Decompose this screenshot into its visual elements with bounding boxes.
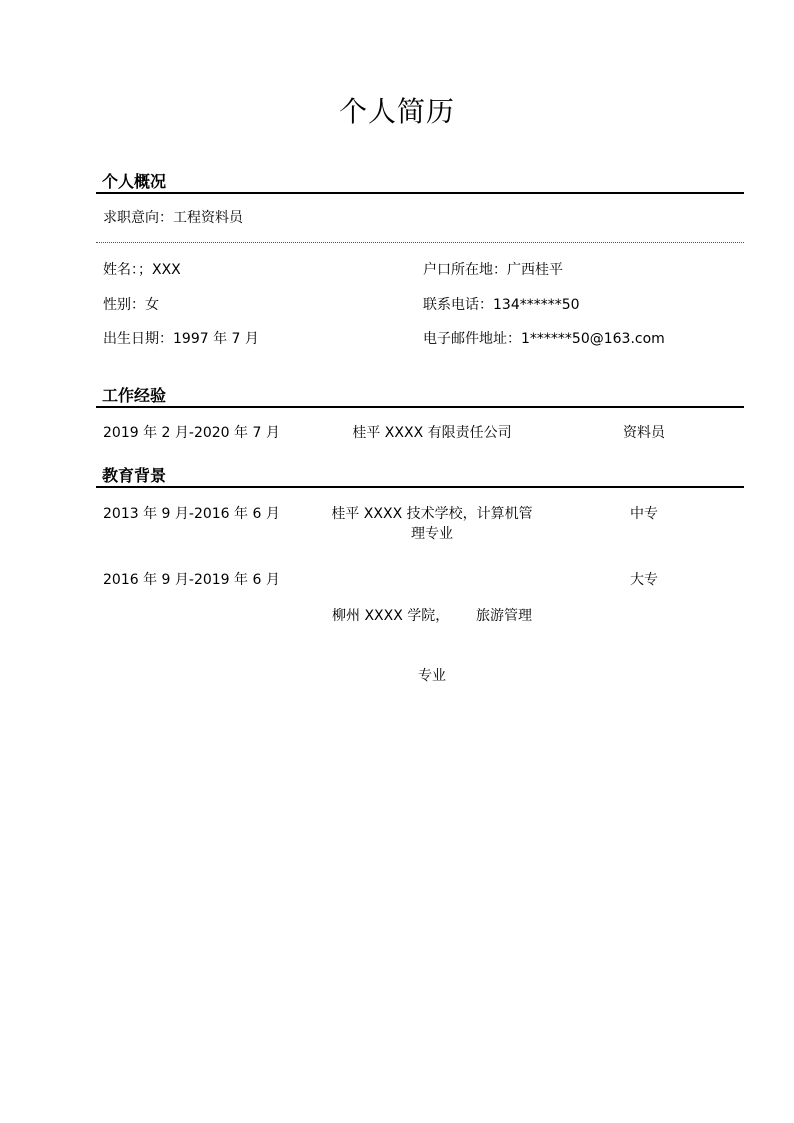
section-divider-education [96, 486, 744, 488]
field-phone-value: 134******50 [493, 297, 580, 313]
field-gender-value: 女 [145, 297, 159, 313]
job-objective-label: 求职意向： [103, 210, 173, 226]
section-heading-profile: 个人概况 [102, 172, 167, 191]
section-divider-work [96, 406, 744, 408]
field-name-label: 姓名： [103, 262, 138, 278]
field-hukou [423, 260, 563, 280]
job-objective [103, 208, 243, 228]
edu-school-1-line2: 理专业 [411, 526, 453, 542]
job-objective-value: 工程资料员 [173, 210, 243, 226]
field-phone-label: 联系电话： [423, 297, 493, 313]
field-name-value: ；XXX [138, 262, 181, 278]
section-heading-education: 教育背景 [102, 466, 167, 485]
edu-school-1 [322, 504, 542, 544]
edu-level-1: 中专 [630, 506, 658, 522]
dotted-separator [96, 242, 744, 243]
edu-school-2-line1: 柳州 XXXX 学院， 旅游管理 [332, 608, 532, 624]
edu-level-2: 大专 [630, 572, 658, 588]
resume-title: 个人简历 [338, 95, 455, 128]
field-hukou-value: 广西桂平 [507, 262, 563, 278]
edu-school-2 [322, 566, 542, 706]
edu-period-1: 2013 年 9 月-2016 年 6 月 [103, 506, 280, 522]
field-gender-label: 性别： [103, 297, 145, 313]
section-heading-work: 工作经验 [102, 386, 167, 405]
field-hukou-label: 户口所在地： [423, 262, 507, 278]
work-role: 资料员 [623, 425, 665, 441]
field-email-value: 1******50@163.com [521, 331, 665, 347]
field-birthdate-label: 出生日期： [103, 331, 173, 347]
edu-school-2-line2: 专业 [418, 668, 446, 684]
edu-school-1-line1: 桂平 XXXX 技术学校，计算机管 [331, 506, 533, 522]
field-gender [103, 295, 159, 315]
field-phone [423, 295, 580, 315]
field-email-label: 电子邮件地址： [423, 331, 521, 347]
field-birthdate [103, 329, 259, 349]
work-period: 2019 年 2 月-2020 年 7 月 [103, 425, 280, 441]
work-company: 桂平 XXXX 有限责任公司 [352, 425, 512, 441]
section-divider-profile [96, 192, 744, 194]
field-email [423, 329, 665, 349]
edu-period-2: 2016 年 9 月-2019 年 6 月 [103, 572, 280, 588]
field-name [103, 260, 181, 280]
field-birthdate-value: 1997 年 7 月 [173, 331, 259, 347]
